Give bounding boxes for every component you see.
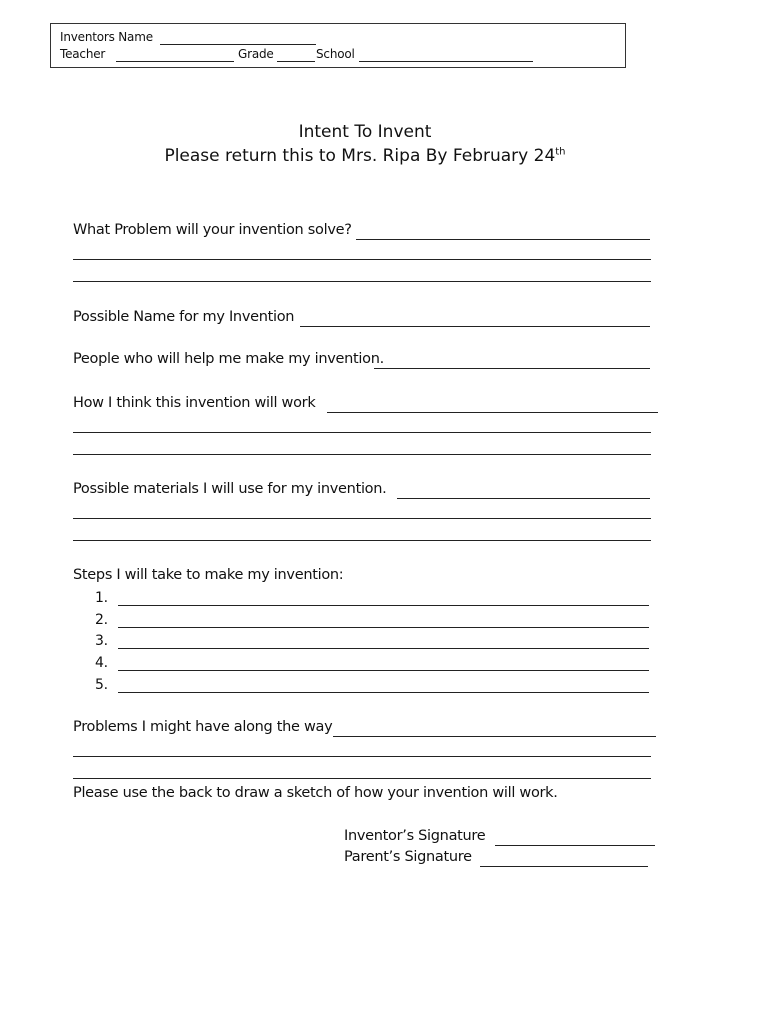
how-line-1[interactable] bbox=[327, 412, 658, 413]
grade-label: Grade bbox=[238, 47, 274, 61]
step-line-3[interactable] bbox=[118, 648, 649, 649]
step-line-2[interactable] bbox=[118, 627, 649, 628]
parent-signature-line[interactable] bbox=[480, 866, 648, 867]
how-line-2[interactable] bbox=[73, 432, 651, 433]
step-number: 1. bbox=[95, 590, 108, 606]
problem-question: What Problem will your invention solve? bbox=[73, 222, 352, 238]
invention-name-line[interactable] bbox=[300, 326, 650, 327]
teacher-label: Teacher bbox=[60, 47, 106, 61]
inventor-name-label: Inventors Name bbox=[60, 30, 153, 44]
step-number: 3. bbox=[95, 633, 108, 649]
school-field[interactable] bbox=[359, 61, 533, 62]
materials-question: Possible materials I will use for my invention. bbox=[73, 481, 387, 497]
teacher-field[interactable] bbox=[116, 61, 234, 62]
materials-line-1[interactable] bbox=[397, 498, 650, 499]
step-line-1[interactable] bbox=[118, 605, 649, 606]
problems-line-3[interactable] bbox=[73, 778, 651, 779]
problem-line-1[interactable] bbox=[356, 239, 650, 240]
steps-question: Steps I will take to make my invention: bbox=[73, 567, 344, 583]
subtitle-text: Please return this to Mrs. Ripa By February 24 bbox=[164, 146, 556, 166]
page-subtitle bbox=[0, 146, 730, 166]
materials-line-2[interactable] bbox=[73, 518, 651, 519]
page-title: Intent To Invent bbox=[298, 122, 432, 142]
inventor-name-field[interactable] bbox=[160, 44, 316, 45]
helpers-line[interactable] bbox=[374, 368, 650, 369]
materials-line-3[interactable] bbox=[73, 540, 651, 541]
step-line-5[interactable] bbox=[118, 692, 649, 693]
step-number: 5. bbox=[95, 677, 108, 693]
school-label: School bbox=[316, 47, 355, 61]
parent-signature-label: Parent’s Signature bbox=[344, 849, 472, 865]
problem-line-3[interactable] bbox=[73, 281, 651, 282]
step-line-4[interactable] bbox=[118, 670, 649, 671]
step-number: 2. bbox=[95, 612, 108, 628]
grade-field[interactable] bbox=[277, 61, 315, 62]
helpers-question: People who will help me make my invention. bbox=[73, 351, 384, 367]
inventor-signature-line[interactable] bbox=[495, 845, 655, 846]
step-number: 4. bbox=[95, 655, 108, 671]
problems-line-2[interactable] bbox=[73, 756, 651, 757]
subtitle-suffix: th bbox=[555, 146, 566, 158]
how-line-3[interactable] bbox=[73, 454, 651, 455]
sketch-note: Please use the back to draw a sketch of how your invention will work. bbox=[73, 785, 558, 801]
how-question: How I think this invention will work bbox=[73, 395, 316, 411]
invention-name-question: Possible Name for my Invention bbox=[73, 309, 295, 325]
problems-question: Problems I might have along the way bbox=[73, 719, 333, 735]
problems-line-1[interactable] bbox=[333, 736, 656, 737]
inventor-signature-label: Inventor’s Signature bbox=[344, 828, 486, 844]
problem-line-2[interactable] bbox=[73, 259, 651, 260]
